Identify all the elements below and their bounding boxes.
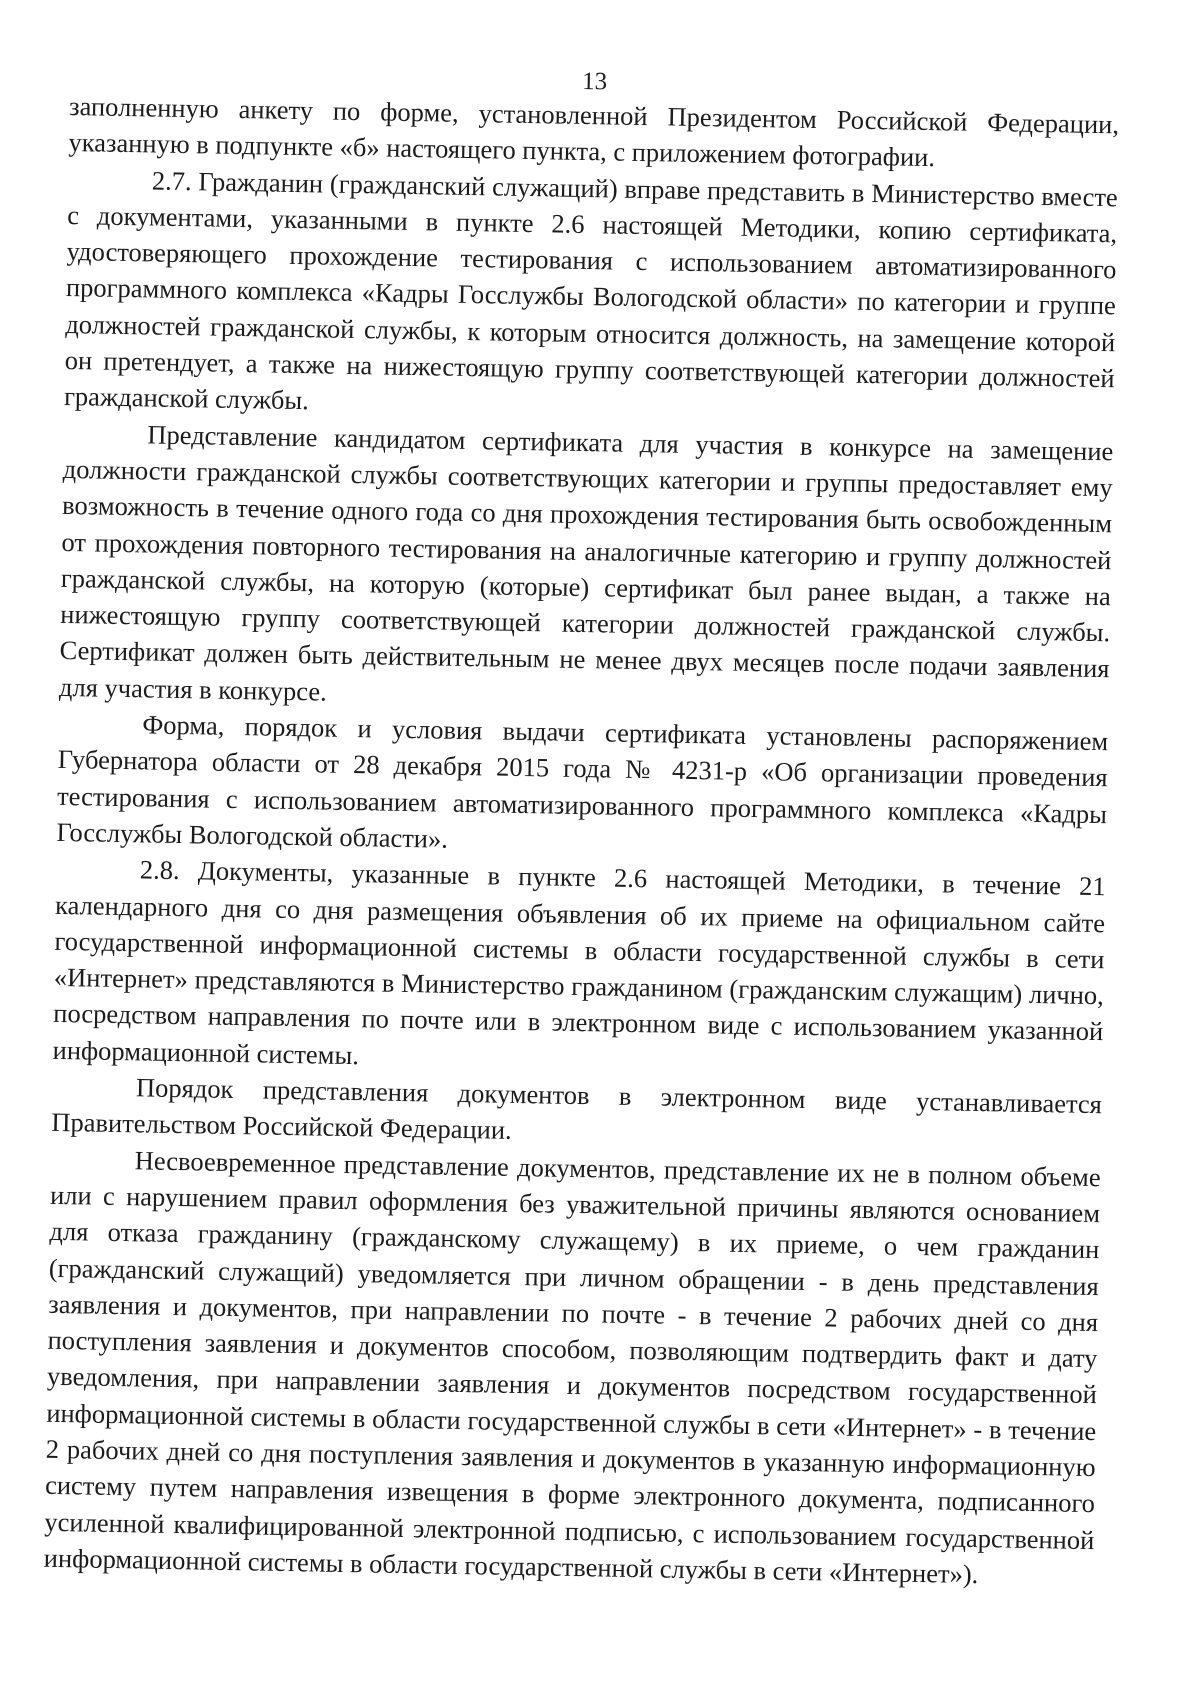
paragraph-2-7: 2.7. Гражданин (гражданский служащий) вправе представить в Министерство вместе с документами, указанными в пункте 2.6 настоящей Методики, копию сертификата, удостоверяющего прохождение тестирования с использованием автоматизированного программного комплекса «Кадры Госслужбы Вологодской области» по категории и группе должностей гражданской службы, к которым относится должность, на замещение которой он претендует, а также на нижестоящую группу соответствующей категории должностей гражданской службы.: [63, 165, 1118, 416]
paragraph-certificate-presentation: Представление кандидатом сертификата для участия в конкурсе на замещение должности гражданской службы соответствующих категории и группы предоставляет ему возможность в течение одного года со дня прохождения тестирования быть освобожденным от прохождения повторного тестирования на аналогичные категорию и группу должностей гражданской службы, на которую (которые) сертификат был ранее выдан, а также на нижестоящую группу соответствующей категории должностей гражданской службы. Сертификат должен быть действительным не менее двух месяцев после подачи заявления для участия в конкурсе.: [58, 419, 1114, 707]
paragraph-electronic-order: Порядок представления документов в электронном виде устанавливается Правительством Российской Федерации.: [51, 1072, 1103, 1146]
paragraph-2-8: 2.8. Документы, указанные в пункте 2.6 настоящей Методики, в течение 21 календарного дня со дня размещения объявления об их приеме на официальном сайте государственной информационной системы в области государственной службы в сети «Интернет» представляются в Министерство гражданином (гражданским служащим) лично, посредством направления по почте или в электронном виде с использованием указанной информационной системы.: [52, 854, 1106, 1070]
scanned-sheet: [44, 58, 1120, 1594]
paragraph-certificate-order: Форма, порядок и условия выдачи сертификата установлены распоряжением Губернатора области от 28 декабря 2015 года № 4231-р «Об организации проведения тестирования с использованием автоматизированного программного комплекса «Кадры Госслужбы Вологодской области».: [56, 709, 1109, 854]
paragraph-continuation: заполненную анкету по форме, установленной Президентом Российской Федерации, указанную в подпункте «б» настоящего пункта, с приложением фотографии.: [68, 90, 1120, 173]
page-number: 13: [581, 67, 608, 96]
paragraph-refusal: Несвоевременное представление документов, представление их не в полном объеме или с нарушением правил оформления без уважительной причины являются основанием для отказа гражданину (гражданскому служащему) в их приеме, о чем гражданин (гражданский служащий) уведомляется при личном обращении - в день представления заявления и документов, при направлении по почте - в течение 2 рабочих дней со дня поступления заявления и документов способом, позволяющим подтвердить факт и дату уведомления, при направлении заявления и документов посредством государственной информационной системы в области государственной службы в сети «Интернет» - в течение 2 рабочих дней со дня поступления заявления и документов в указанную информационную систему путем направления извещения в форме электронного документа, подписанного усиленной квалифицированной электронной подписью, с использованием государственной информационной системы в области государственной службы в сети «Интернет»).: [43, 1144, 1101, 1589]
